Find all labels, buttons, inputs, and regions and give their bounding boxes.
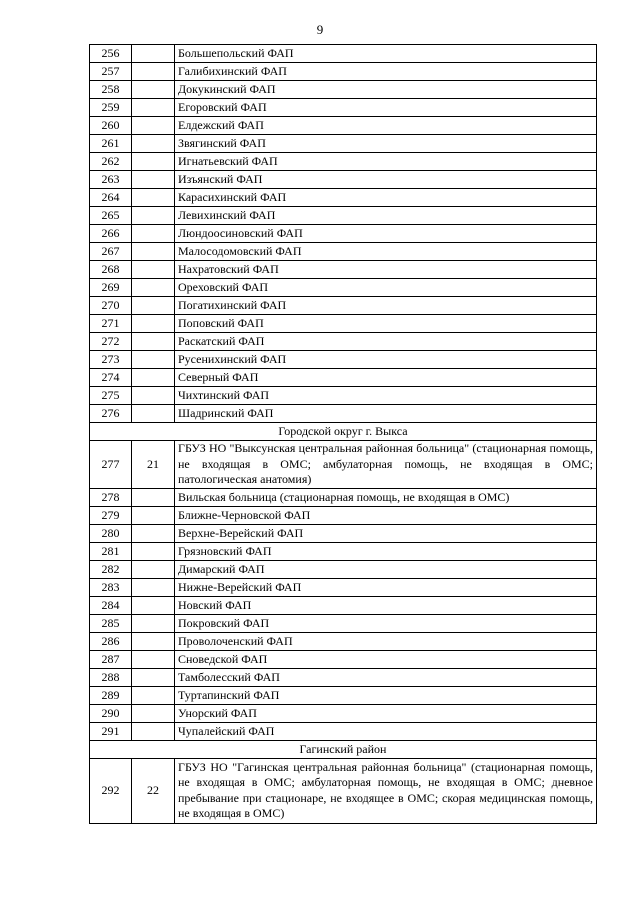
row-code xyxy=(132,45,175,63)
row-code xyxy=(132,506,175,524)
row-code xyxy=(132,225,175,243)
row-number: 272 xyxy=(90,333,132,351)
table-row xyxy=(90,207,597,225)
table-row xyxy=(90,668,597,686)
facility-name: Ореховский ФАП xyxy=(175,279,597,297)
row-number: 275 xyxy=(90,387,132,405)
table-row xyxy=(90,261,597,279)
section-row-gagino xyxy=(90,740,597,758)
row-number: 263 xyxy=(90,171,132,189)
row-code xyxy=(132,315,175,333)
row-number: 289 xyxy=(90,686,132,704)
row-number: 269 xyxy=(90,279,132,297)
row-code xyxy=(132,387,175,405)
row-number: 287 xyxy=(90,650,132,668)
facility-name: ГБУЗ НО "Гагинская центральная районная больница" (стационарная помощь, не входящая в ОМС; амбулаторная помощь, не входящая в ОМС; дневное пребывание при стационаре, не входящее в ОМС; скорая медицинская помощь, не входящая в ОМС) xyxy=(175,758,597,823)
row-code xyxy=(132,405,175,423)
row-number: 286 xyxy=(90,632,132,650)
facility-name: Грязновский ФАП xyxy=(175,542,597,560)
row-number: 278 xyxy=(90,488,132,506)
facility-name: Проволоченский ФАП xyxy=(175,632,597,650)
table-row xyxy=(90,117,597,135)
section-title: Гагинский район xyxy=(90,740,597,758)
facility-name: Елдежский ФАП xyxy=(175,117,597,135)
row-number: 265 xyxy=(90,207,132,225)
row-code xyxy=(132,614,175,632)
table-row xyxy=(90,488,597,506)
facility-name: Изъянский ФАП xyxy=(175,171,597,189)
table-row xyxy=(90,99,597,117)
row-number: 277 xyxy=(90,441,132,489)
facility-name: Раскатский ФАП xyxy=(175,333,597,351)
table-row xyxy=(90,560,597,578)
row-code xyxy=(132,542,175,560)
table-row xyxy=(90,333,597,351)
table-row xyxy=(90,279,597,297)
row-code xyxy=(132,135,175,153)
table-row xyxy=(90,243,597,261)
row-number: 267 xyxy=(90,243,132,261)
row-number: 258 xyxy=(90,81,132,99)
row-number: 279 xyxy=(90,506,132,524)
facility-name: Унорский ФАП xyxy=(175,704,597,722)
table-row xyxy=(90,441,597,489)
facility-name: Егоровский ФАП xyxy=(175,99,597,117)
table-row xyxy=(90,614,597,632)
facilities-table-body xyxy=(90,45,597,824)
facility-name: Левихинский ФАП xyxy=(175,207,597,225)
row-number: 288 xyxy=(90,668,132,686)
row-number: 284 xyxy=(90,596,132,614)
table-row xyxy=(90,686,597,704)
facility-name: Димарский ФАП xyxy=(175,560,597,578)
facility-name: Большепольский ФАП xyxy=(175,45,597,63)
facility-name: Покровский ФАП xyxy=(175,614,597,632)
table-row xyxy=(90,704,597,722)
facilities-table xyxy=(89,44,597,824)
row-number: 260 xyxy=(90,117,132,135)
row-code xyxy=(132,686,175,704)
table-row xyxy=(90,387,597,405)
row-code xyxy=(132,63,175,81)
row-code xyxy=(132,668,175,686)
row-code xyxy=(132,488,175,506)
row-code xyxy=(132,578,175,596)
row-code: 22 xyxy=(132,758,175,823)
facility-name: Верхне-Верейский ФАП xyxy=(175,524,597,542)
row-code xyxy=(132,297,175,315)
row-code xyxy=(132,207,175,225)
row-number: 266 xyxy=(90,225,132,243)
row-code: 21 xyxy=(132,441,175,489)
facility-name: Галибихинский ФАП xyxy=(175,63,597,81)
facility-name: ГБУЗ НО "Выксунская центральная районная больница" (стационарная помощь, не входящая в ОМС; амбулаторная помощь, не входящая в ОМС; патологическая анатомия) xyxy=(175,441,597,489)
table-row xyxy=(90,542,597,560)
section-row-vyksa xyxy=(90,423,597,441)
table-row xyxy=(90,351,597,369)
row-number: 259 xyxy=(90,99,132,117)
facility-name: Новский ФАП xyxy=(175,596,597,614)
facility-name: Чупалейский ФАП xyxy=(175,722,597,740)
row-number: 283 xyxy=(90,578,132,596)
facility-name: Люндоосиновский ФАП xyxy=(175,225,597,243)
table-row xyxy=(90,722,597,740)
row-code xyxy=(132,171,175,189)
facility-name: Шадринский ФАП xyxy=(175,405,597,423)
table-row xyxy=(90,650,597,668)
row-code xyxy=(132,153,175,171)
facility-name: Северный ФАП xyxy=(175,369,597,387)
facility-name: Нахратовский ФАП xyxy=(175,261,597,279)
facility-name: Ближне-Черновской ФАП xyxy=(175,506,597,524)
table-row xyxy=(90,369,597,387)
table-row xyxy=(90,153,597,171)
page-number: 9 xyxy=(316,22,324,37)
row-number: 256 xyxy=(90,45,132,63)
row-number: 282 xyxy=(90,560,132,578)
row-number: 292 xyxy=(90,758,132,823)
facility-name: Тамболесский ФАП xyxy=(175,668,597,686)
table-row xyxy=(90,506,597,524)
table-row xyxy=(90,171,597,189)
row-number: 262 xyxy=(90,153,132,171)
table-row xyxy=(90,405,597,423)
table-row xyxy=(90,189,597,207)
row-code xyxy=(132,632,175,650)
row-code xyxy=(132,722,175,740)
facility-name: Сноведской ФАП xyxy=(175,650,597,668)
row-code xyxy=(132,81,175,99)
row-number: 261 xyxy=(90,135,132,153)
table-row xyxy=(90,63,597,81)
row-number: 257 xyxy=(90,63,132,81)
facility-name: Докукинский ФАП xyxy=(175,81,597,99)
table-row xyxy=(90,524,597,542)
row-number: 280 xyxy=(90,524,132,542)
row-number: 276 xyxy=(90,405,132,423)
facility-name: Вильская больница (стационарная помощь, не входящая в ОМС) xyxy=(175,488,597,506)
row-number: 268 xyxy=(90,261,132,279)
table-row xyxy=(90,81,597,99)
row-code xyxy=(132,243,175,261)
row-number: 281 xyxy=(90,542,132,560)
row-number: 285 xyxy=(90,614,132,632)
table-row xyxy=(90,578,597,596)
facility-name: Нижне-Верейский ФАП xyxy=(175,578,597,596)
facility-name: Поповский ФАП xyxy=(175,315,597,333)
row-code xyxy=(132,261,175,279)
section-title: Городской округ г. Выкса xyxy=(90,423,597,441)
table-row xyxy=(90,596,597,614)
table-row xyxy=(90,297,597,315)
facility-name: Русенихинский ФАП xyxy=(175,351,597,369)
row-code xyxy=(132,189,175,207)
row-code xyxy=(132,524,175,542)
row-code xyxy=(132,99,175,117)
row-code xyxy=(132,333,175,351)
row-number: 291 xyxy=(90,722,132,740)
table-row xyxy=(90,135,597,153)
row-number: 274 xyxy=(90,369,132,387)
table-row xyxy=(90,45,597,63)
row-code xyxy=(132,369,175,387)
facility-name: Игнатьевский ФАП xyxy=(175,153,597,171)
facility-name: Чихтинский ФАП xyxy=(175,387,597,405)
facility-name: Карасихинский ФАП xyxy=(175,189,597,207)
row-number: 270 xyxy=(90,297,132,315)
row-code xyxy=(132,704,175,722)
row-number: 290 xyxy=(90,704,132,722)
row-number: 273 xyxy=(90,351,132,369)
table-row xyxy=(90,225,597,243)
row-code xyxy=(132,560,175,578)
facility-name: Погатихинский ФАП xyxy=(175,297,597,315)
row-code xyxy=(132,351,175,369)
row-code xyxy=(132,596,175,614)
row-code xyxy=(132,117,175,135)
table-row xyxy=(90,315,597,333)
row-number: 264 xyxy=(90,189,132,207)
table-row xyxy=(90,758,597,823)
row-code xyxy=(132,279,175,297)
row-number: 271 xyxy=(90,315,132,333)
facility-name: Малосодомовский ФАП xyxy=(175,243,597,261)
row-code xyxy=(132,650,175,668)
facility-name: Туртапинский ФАП xyxy=(175,686,597,704)
facility-name: Звягинский ФАП xyxy=(175,135,597,153)
table-row xyxy=(90,632,597,650)
